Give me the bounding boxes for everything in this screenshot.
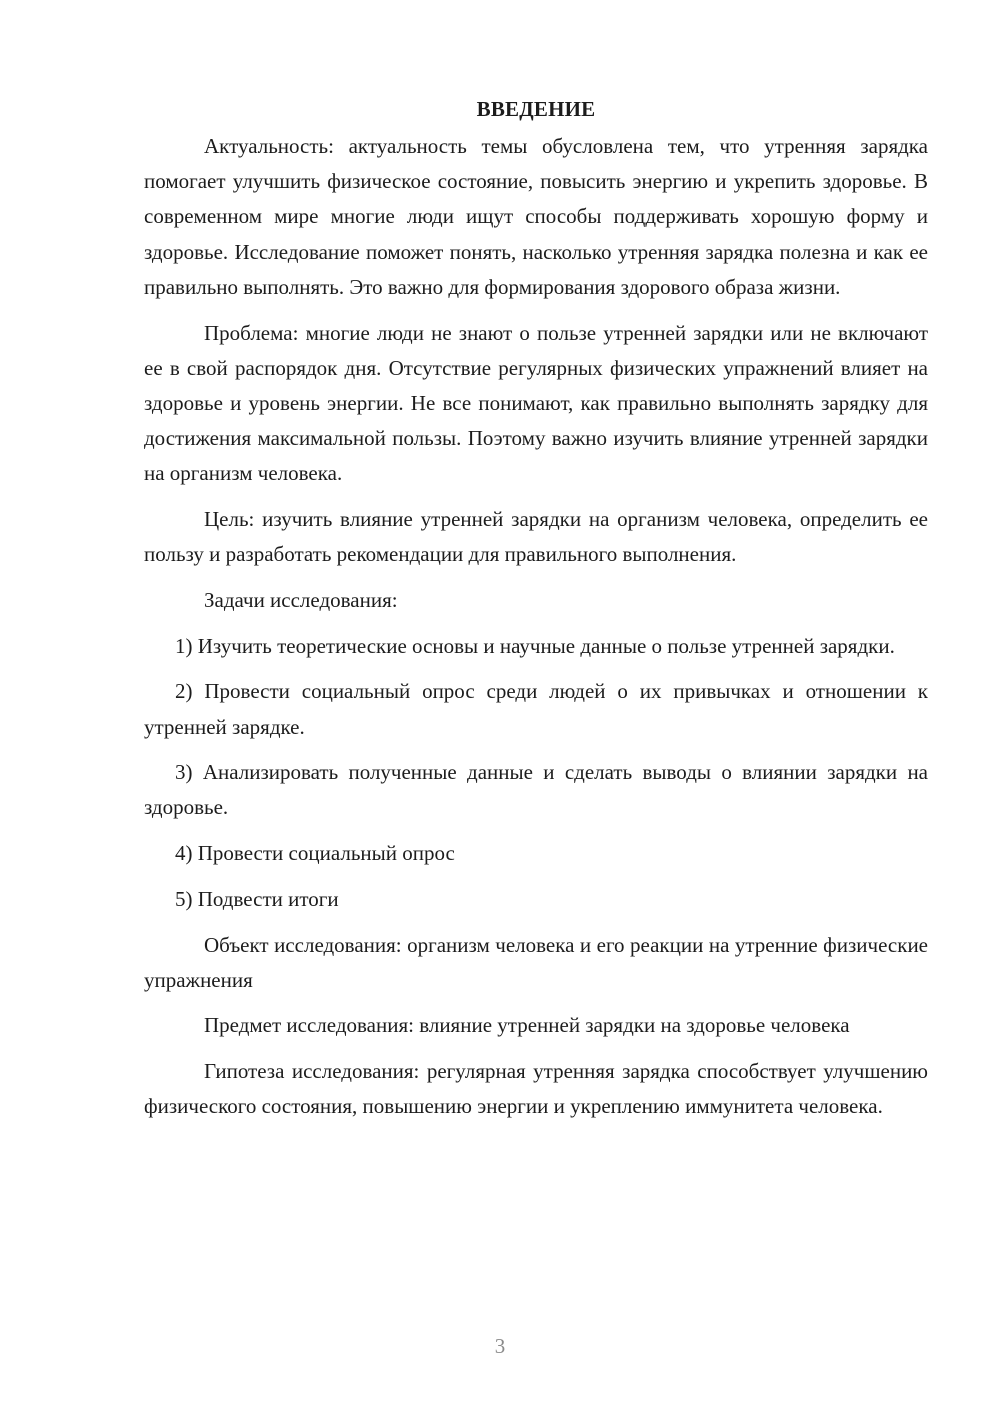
paragraph-object: Объект исследования: организм человека и его реакции на утренние физические упражнения [144,932,928,992]
page-number: 3 [494,1334,506,1358]
paragraph-hypothesis: Гипотеза исследования: регулярная утренняя зарядка способствует улучшению физического состояния, повышению энергии и укреплению иммунитета человека. [144,1059,928,1119]
paragraph-tasks-heading: Задачи исследования: [204,587,398,612]
paragraph-problem: Проблема: многие люди не знают о пользе утренней зарядки или не включают ее в свой распорядок дня. Отсутствие регулярных физических упражнений влияет на здоровье и уровень энергии. Не все понимают, как правильно выполнять зарядку для достижения максимальной пользы. Поэтому важно изучить влияние утренней зарядки на организм человека. [144,320,928,486]
document-page [144,92,928,1125]
paragraph-goal: Цель: изучить влияние утренней зарядки на организм человека, определить ее пользу и разработать рекомендации для правильного выполнения. [144,507,928,567]
page-title: ВВЕДЕНИЕ [476,97,596,121]
task-item-3: 3) Анализировать полученные данные и сделать выводы о влиянии зарядки на здоровье. [144,760,928,820]
task-item-5: 5) Подвести итоги [175,886,339,911]
task-item-2: 2) Провести социальный опрос среди людей о их привычках и отношении к утренней зарядке. [144,679,928,739]
task-item-1: 1) Изучить теоретические основы и научные данные о пользе утренней зарядки. [175,633,895,658]
paragraph-relevance: Актуальность: актуальность темы обусловлена тем, что утренняя зарядка помогает улучшить физическое состояние, повысить энергию и укрепить здоровье. В современном мире многие люди ищут способы поддерживать хорошую форму и здоровье. Исследование поможет понять, насколько утренняя зарядка полезна и как ее правильно выполнять. Это важно для формирования здорового образа жизни. [144,134,928,299]
paragraph-subject: Предмет исследования: влияние утренней зарядки на здоровье человека [204,1013,850,1038]
task-item-4: 4) Провести социальный опрос [175,841,455,866]
